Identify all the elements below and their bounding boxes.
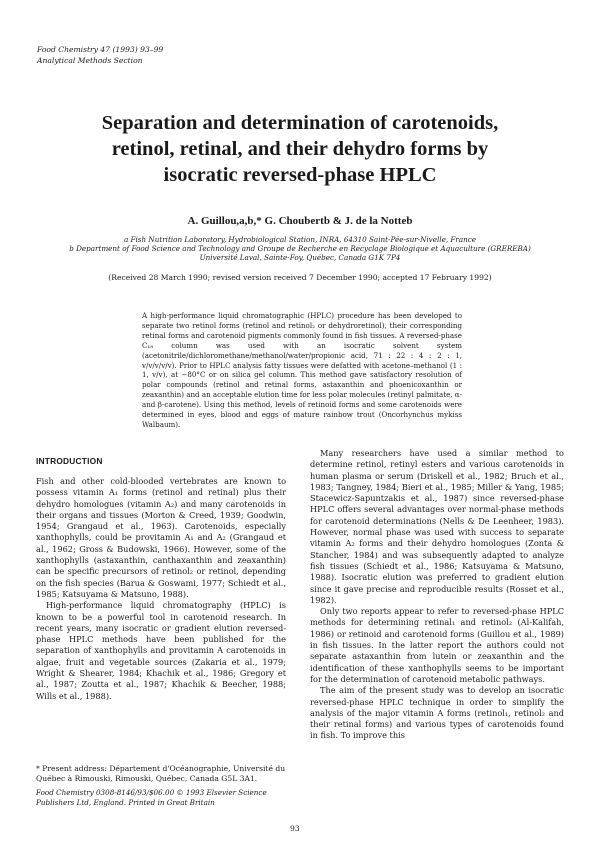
- title-line-2: retinol, retinal, and their dehydro forms by: [111, 138, 489, 160]
- page-number: 93: [290, 824, 300, 833]
- left-column: [36, 476, 286, 702]
- affiliations: [40, 235, 560, 262]
- paragraph: Fish and other cold-blooded vertebrates are known to possess vitamin A₁ forms (retinol and retinal) plus their dehydro homologues (vitamin A₂) and many carotenoids in their organs and tissues (Morton & Creed, 1939; Goodwin, 1954; Grangaud et al., 1963). Carotenoids, especially xanthophylls, could be provitamin A₁ and A₂ (Grangaud et al., 1962; Gross & Budowski, 1966). However, some of the xanthophylls (astaxanthin, canthaxanthin and zeaxanthin) can be specific precursors of retinol₂ or retinol, depending on the fish species (Barua & Goswami, 1977; Schiedt et al., 1985; Katsuyama & Matsuno, 1988).: [36, 476, 286, 599]
- abstract: A high-performance liquid chromatographic (HPLC) procedure has been developed to separate two retinol forms (retinol and retinol₂ or dehydroretinol), their corresponding retinal forms and carotenoid pigments commonly found in fish tissues. A reversed-phase C₁₈ column was used with an isocratic solvent system (acetonitrile/dichloromethane/methanol/water/propionic acid, 71 : 22 : 4 : 2 : 1, v/v/v/v/v). Prior to HPLC analysis fatty tissues were defatted with acetone–methanol (1 : 1, v/v), at −80°C or on silica gel column. This method gave satisfactory resolution of polar compounds (retinol and retinal forms, astaxanthin and phoenicoxanthin or zeaxanthin) and an acceptable elution time for less polar molecules (retinyl palmitate, α- and β-carotene). Using this method, levels of retinoid forms and some carotenoids were determined in eyes, blood and eggs of mature rainbow trout (Oncorhynchus mykiss Walbaum).: [142, 311, 462, 429]
- journal-citation: Food Chemistry 47 (1993) 93–99: [37, 45, 164, 54]
- title-line-3: isocratic reversed-phase HPLC: [163, 164, 437, 186]
- paragraph: Many researchers have used a similar method to determine retinol, retinyl esters and various carotenoids in human plasma or serum (Driskell et al., 1982; Bruch et al., 1983; Tangney, 1984; Bieri et al., 1985; Miller & Yang, 1985; Stacewicz-Sapuntzakis et al., 1987) since reversed-phase HPLC offers several advantages over normal-phase methods for carotenoid determinations (Nells & De Leenheer, 1983). However, normal phase was used with success to separate vitamin A₂ forms and their dehydro homologues (Zonta & Stancher, 1984) and was subsequently adapted to analyze fish tissues (Schiedt et al., 1986; Katsuyama & Matsuno, 1988). Isocratic elution was preferred to gradient elution since it gave precise and reproducible results (Rosset et al., 1982).: [310, 448, 564, 605]
- right-column: [310, 448, 564, 742]
- paragraph: Only two reports appear to refer to reversed-phase HPLC methods for determining retinal₁ and retinol₂ (Al-Kalifah, 1986) or retinoid and carotenoid forms (Guillou et al., 1989) in fish tissues. In the latter report the authors could not separate astaxanthin from lutein or zeaxanthin and the identification of these xanthophylls seems to be important for the determination of carotenoid metabolic pathways.: [310, 606, 564, 684]
- footnote: * Present address: Département d'Océanographie, Université du Québec à Rimouski, Rimouski, Québec, Canada G5L 3A1.: [36, 764, 286, 783]
- affiliation-a: a Fish Nutrition Laboratory, Hydrobiological Station, INRA, 64310 Saint-Pée-sur-Nivelle, France: [123, 235, 477, 244]
- copyright-line-1: Food Chemistry 0308-8146/93/$06.00 © 1993 Elsevier Science: [36, 788, 267, 797]
- copyright-line-2: Publishers Ltd, England. Printed in Great Britain: [36, 797, 215, 807]
- title-line-1: Separation and determination of carotenoids,: [101, 112, 499, 134]
- journal-header: [37, 44, 277, 66]
- paragraph: High-performance liquid chromatography (HPLC) is known to be a powerful tool in carotenoid research. In recent years, many isocratic or gradient elution reversed-phase HPLC methods have been published for the separation of xanthophylls and provitamin A carotenoids in algae, fruit and vegetable sources (Zakaria et al., 1979; Wright & Shearer, 1984; Khachik et al., 1986; Gregory et al., 1987; Zoutta et al., 1987; Khachik & Beecher, 1988; Wills et al., 1988).: [36, 600, 286, 701]
- affiliation-b: b Department of Food Science and Technology and Groupe de Recherche en Recyclage Biologique et Aquaculture (GREREBA): [69, 244, 531, 253]
- section-heading-introduction: INTRODUCTION: [36, 456, 103, 466]
- received-history: (Received 28 March 1990; revised version received 7 December 1990; accepted 17 February 1992): [108, 273, 492, 282]
- paragraph: The aim of the present study was to develop an isocratic reversed-phase HPLC technique in order to simplify the analysis of the major vitamin A forms (retinol₁, retinol₂ and their retinal forms) and various types of carotenoids found in fish. To improve this: [310, 685, 564, 741]
- journal-section: Analytical Methods Section: [37, 56, 143, 66]
- affiliation-b-cont: Université Laval, Sainte-Foy, Québec, Canada G1K 7P4: [199, 253, 401, 262]
- paper-title: [50, 110, 550, 188]
- copyright-notice: [36, 788, 286, 807]
- authors: A. Guillou,a,b,* G. Choubertb & J. de la Notteb: [187, 215, 413, 227]
